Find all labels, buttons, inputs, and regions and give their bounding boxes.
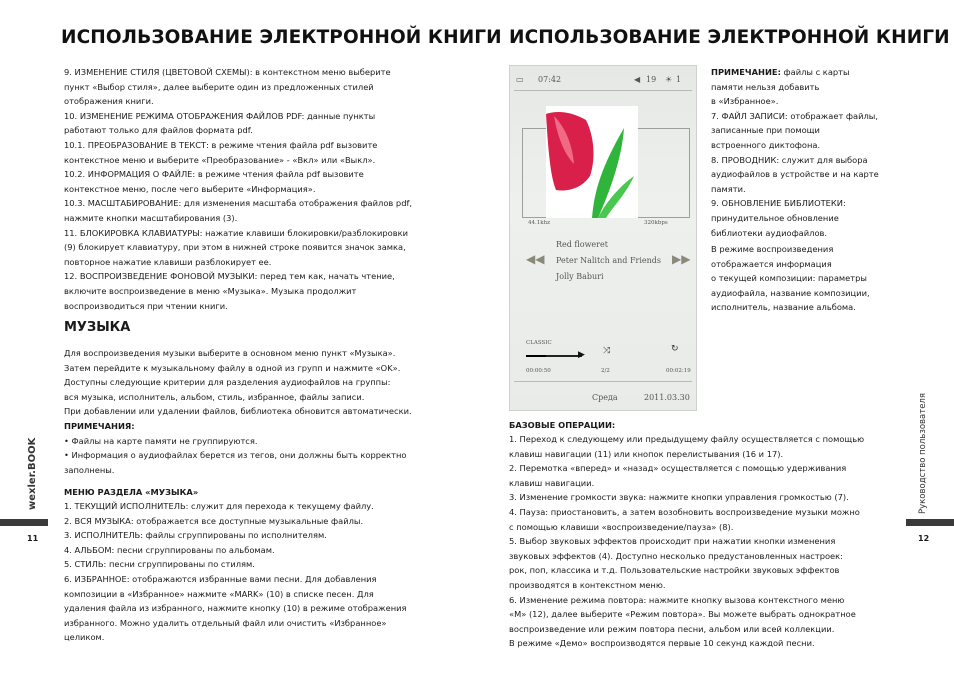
menu-line: избранного. Можно удалить отдельный файл или очистить «Избранное» <box>64 617 387 628</box>
music-line: • Информация о аудиофайлах берется из тегов, они должны быть корректно <box>64 450 407 461</box>
album-name: Jolly Baburi <box>556 272 604 281</box>
basic-line: клавиш навигации (11) или кнопок перелистывания (16 и 17). <box>509 448 784 459</box>
left-line: пункт «Выбор стиля», далее выберите один из предложенных стилей <box>64 81 374 92</box>
menu-heading: МЕНЮ РАЗДЕЛА «МУЗЫКА» <box>64 487 199 497</box>
basic-line: 6. Изменение режима повтора: нажмите кнопку вызова контекстного меню <box>509 594 845 605</box>
clock-time: 07:42 <box>538 75 562 84</box>
left-line: 10.3. МАСШТАБИРОВАНИЕ: для изменения масштаба отображения файлов pdf, <box>64 198 413 209</box>
music-line: заполнены. <box>64 464 115 475</box>
music-heading: МУЗЫКА <box>64 320 131 335</box>
menu-text <box>64 499 407 645</box>
left-body-text <box>64 65 412 313</box>
music-line: Затем перейдите к музыкальному файлу в одной из групп и нажмите «OK». <box>64 362 401 373</box>
music-line: Для воспроизведения музыки выберите в основном меню пункт «Музыка». <box>64 348 396 358</box>
music-line: Доступны следующие критерии для разделения аудиофайлов на группы: <box>64 377 391 388</box>
mode-line: о текущей композиции: параметры <box>711 273 867 284</box>
left-page-bar <box>0 519 48 526</box>
left-line: 12. ВОСПРОИЗВЕДЕНИЕ ФОНОВОЙ МУЗЫКИ: перед тем как, начать чтение, <box>64 271 395 282</box>
track-counter: 2/2 <box>601 368 610 374</box>
note-line: 8. ПРОВОДНИК: служит для выбора <box>711 154 868 165</box>
progress-bar[interactable] <box>526 355 582 357</box>
note-label: ПРИМЕЧАНИЕ: <box>711 67 781 77</box>
brand-logo: wexler.BOOK <box>27 437 38 510</box>
shuffle-icon[interactable]: ⤨ <box>603 346 611 356</box>
basic-line: звуковых эффектов (4). Доступно несколько предустановленных настроек: <box>509 550 843 561</box>
music-line: При добавлении или удалении файлов, библиотека обновится автоматически. <box>64 406 412 417</box>
note-line: памяти. <box>711 183 746 194</box>
notes-heading: ПРИМЕЧАНИЯ: <box>64 420 135 431</box>
note-line: 9. ОБНОВЛЕНИЕ БИБЛИОТЕКИ: <box>711 198 846 209</box>
player-screen <box>509 65 697 411</box>
menu-line: композиции в «Избранное» нажмите «MARK» (10) в списке песен. Для <box>64 588 374 599</box>
basic-line: 5. Выбор звуковых эффектов происходит при нажатии кнопки изменения <box>509 536 836 547</box>
note-line: принудительное обновление <box>711 212 839 223</box>
left-line: работают только для файлов формата pdf. <box>64 125 253 136</box>
basic-line: 1. Переход к следующему или предыдущему файлу осуществляется с помощью <box>509 434 865 444</box>
basic-heading: БАЗОВЫЕ ОПЕРАЦИИ: <box>509 420 616 430</box>
left-line: (9) блокирует клавиатуру, при этом в нижней строке появится значок замка, <box>64 242 406 253</box>
mode-line: исполнитель, название альбома. <box>711 302 856 313</box>
side-label: Руководство пользователя <box>918 393 928 514</box>
left-line: включите воспроизведение в меню «Музыка». Музыка продолжит <box>64 285 357 296</box>
status-divider <box>514 90 692 91</box>
basic-line: клавиш навигации. <box>509 477 595 488</box>
note-line: аудиофайлов в устройстве и на карте <box>711 169 879 180</box>
lock-icon: ▭ <box>516 75 524 84</box>
basic-line: В режиме «Демо» воспроизводятся первые 10 секунд каждой песни. <box>509 638 815 649</box>
basic-line: с помощью клавиши «воспроизведение/пауза» (8). <box>509 521 734 532</box>
menu-line: 5. СТИЛЬ: песни сгруппированы по стилям. <box>64 559 255 570</box>
previous-icon[interactable]: ◀◀ <box>526 252 545 266</box>
basic-line: 3. Изменение громкости звука: нажмите кнопки управления громкостью (7). <box>509 492 849 503</box>
elapsed-time: 00:00:50 <box>526 368 551 374</box>
left-line: контекстное меню, после чего выберите «Информация». <box>64 183 316 194</box>
menu-line: 6. ИЗБРАННОЕ: отображаются избранные вами песни. Для добавления <box>64 573 377 584</box>
right-page-bar <box>906 519 954 526</box>
mode-line: В режиме воспроизведения <box>711 244 834 254</box>
music-text <box>64 346 412 477</box>
menu-line: целиком. <box>64 632 105 643</box>
note-line: памяти нельзя добавить <box>711 81 820 92</box>
volume-icon: ◀ <box>634 75 641 84</box>
mode-line: отображается информация <box>711 258 832 269</box>
menu-line: удаления файла из избранного, нажмите кнопку (10) в режиме отображения <box>64 603 407 614</box>
music-line: вся музыка, исполнитель, альбом, стиль, избранное, файлы записи. <box>64 391 365 402</box>
repeat-icon[interactable]: ↻ <box>671 344 679 354</box>
note-line: библиотеки аудиофайлов. <box>711 227 828 238</box>
left-line: нажмите кнопки масштабирования (3). <box>64 212 238 223</box>
left-line: 10. ИЗМЕНЕНИЕ РЕЖИМА ОТОБРАЖЕНИЯ ФАЙЛОВ PDF: данные пункты <box>64 110 376 121</box>
artist-name: Peter Nalitch and Friends <box>556 256 661 265</box>
brightness-icon: ☀ <box>665 75 673 84</box>
note-line: 7. ФАЙЛ ЗАПИСИ: отображает файлы, <box>711 110 878 121</box>
note-line-intro <box>711 65 879 80</box>
basic-line: 2. Перемотка «вперед» и «назад» осуществляется с помощью удерживания <box>509 463 847 474</box>
left-line: отображения книги. <box>64 96 154 107</box>
brightness-level: 1 <box>676 75 682 84</box>
music-line: • Файлы на карте памяти не группируются. <box>64 435 258 446</box>
note-text <box>711 65 879 240</box>
tulip-image <box>546 106 638 218</box>
left-page-number: 11 <box>27 534 39 543</box>
footer-divider <box>514 381 692 382</box>
mode-line: аудиофайла, название композиции, <box>711 287 870 298</box>
left-line: контекстное меню и выберите «Преобразование» - «Вкл» или «Выкл». <box>64 154 376 165</box>
menu-line: 2. ВСЯ МУЗЫКА: отображается все доступные музыкальные файлы. <box>64 515 364 526</box>
note-rest: файлы с карты <box>780 67 850 77</box>
basic-line: 4. Пауза: приостановить, а затем возобновить воспроизведение музыки можно <box>509 506 860 517</box>
basic-line: «M» (12), далее выберите «Режим повтора». Вы можете выбрать однократное <box>509 609 856 620</box>
left-line: 9. ИЗМЕНЕНИЕ СТИЛЯ (ЦВЕТОВОЙ СХЕМЫ): в контекстном меню выберите <box>64 67 391 77</box>
basic-text <box>509 432 864 651</box>
note-line: встроенного диктофона. <box>711 139 821 150</box>
left-line: 10.2. ИНФОРМАЦИЯ О ФАЙЛЕ: в режиме чтения файла pdf вызовите <box>64 169 364 180</box>
volume-level: 19 <box>646 75 657 84</box>
weekday: Среда <box>592 393 618 402</box>
left-line: 10.1. ПРЕОБРАЗОВАНИЕ В ТЕКСТ: в режиме чтения файла pdf вызовите <box>64 139 378 150</box>
note-line: в «Избранное». <box>711 96 779 107</box>
play-icon[interactable]: ▶ <box>578 350 585 360</box>
basic-line: производятся в контекстном меню. <box>509 579 666 590</box>
effect-label: CLASSIC <box>526 340 552 346</box>
bitrate: 320kbps <box>644 220 668 226</box>
album-cover <box>546 106 638 218</box>
menu-line: 4. АЛЬБОМ: песни сгруппированы по альбомам. <box>64 544 275 555</box>
total-time: 00:02:19 <box>666 368 691 374</box>
note-line: записанные при помощи <box>711 125 820 136</box>
menu-line: 1. ТЕКУЩИЙ ИСПОЛНИТЕЛЬ: служит для перехода к текущему файлу. <box>64 501 374 511</box>
mode-text <box>711 242 870 315</box>
song-title: Red floweret <box>556 240 608 249</box>
left-page-title: ИСПОЛЬЗОВАНИЕ ЭЛЕКТРОННОЙ КНИГИ <box>61 27 502 48</box>
menu-line: 3. ИСПОЛНИТЕЛЬ: файлы сгруппированы по исполнителям. <box>64 530 327 541</box>
basic-line: рок, поп, классика и т.д. Пользовательские настройки звуковых эффектов <box>509 565 840 576</box>
progress-fill <box>526 355 546 357</box>
basic-line: воспроизведение или режим повтора песни, альбом или всей коллекции. <box>509 623 835 634</box>
left-line: 11. БЛОКИРОВКА КЛАВИАТУРЫ: нажатие клавиши блокировки/разблокировки <box>64 227 409 238</box>
sample-rate: 44.1khz <box>528 220 551 226</box>
right-page-number: 12 <box>918 534 930 543</box>
right-page-title: ИСПОЛЬЗОВАНИЕ ЭЛЕКТРОННОЙ КНИГИ <box>509 27 950 48</box>
next-icon[interactable]: ▶▶ <box>672 252 691 266</box>
left-line: повторное нажатие клавиши разблокирует ее. <box>64 256 272 267</box>
date: 2011.03.30 <box>644 393 690 402</box>
left-line: воспроизводиться при чтении книги. <box>64 300 228 311</box>
